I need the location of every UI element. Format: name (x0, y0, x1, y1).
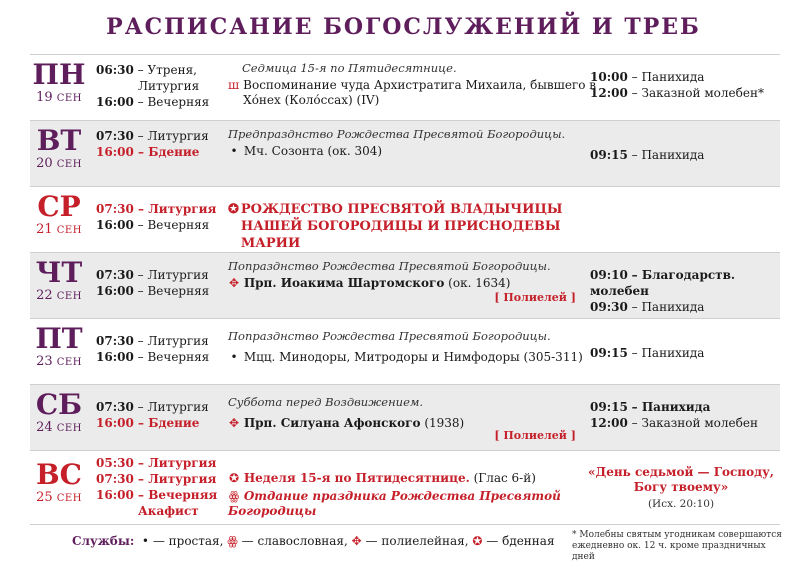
day-date (30, 156, 88, 173)
service-time: 16:00 (96, 145, 134, 159)
day-number: 24 (36, 420, 53, 435)
quote-text: «День седьмой — Господу, Богу твоему» (588, 465, 774, 494)
day-row-wednesday (30, 187, 780, 253)
day-number: 21 (36, 222, 53, 237)
saint-line (228, 144, 598, 159)
service-name: – Литургия (137, 334, 209, 348)
service-name: – Вечерняя (137, 95, 210, 109)
tone-label: (Глас 6-й) (469, 471, 536, 485)
month-label: СЕН (56, 93, 82, 104)
service-line (96, 94, 226, 110)
day-number: 20 (36, 156, 53, 171)
day-row-tuesday (30, 121, 780, 187)
feast-title: Суббота перед Воздвижением. (228, 395, 424, 409)
day-abbr: СБ (35, 388, 83, 421)
treba-time: 09:15 (590, 148, 628, 162)
month-label: СЕН (56, 423, 82, 434)
treba-name: – Заказной молебен (631, 416, 758, 430)
service-line (96, 144, 226, 160)
service-time: 07:30 (96, 472, 134, 486)
day-row-thursday (30, 253, 780, 319)
service-times (96, 455, 226, 519)
day-row-sunday (30, 451, 780, 525)
service-line (96, 349, 226, 365)
saint-line (228, 78, 598, 108)
treba-line (590, 299, 780, 315)
service-name: – Литургия (137, 400, 209, 414)
feast-info (228, 329, 598, 365)
service-line (96, 128, 226, 144)
day-abbr: ВС (36, 458, 82, 491)
saint-name: Воспоминание чуда Архистратига Михаила, бывшего в Хо́нех (Коло́ссах) (IV) (243, 78, 596, 107)
saint-name: Мч. Созонта (ок. 304) (243, 144, 383, 158)
treby (590, 267, 780, 315)
service-name: – Литургия (138, 202, 217, 216)
treba-name: – Панихида (631, 70, 705, 84)
service-line (96, 415, 226, 431)
day-date (30, 90, 88, 107)
feast-info (228, 471, 608, 519)
treby (590, 147, 780, 163)
polyeleos-icon: ✥ (228, 276, 240, 290)
month-label: СЕН (56, 225, 82, 236)
service-name: Литургия (138, 79, 200, 93)
legend-vigil: — бденная (486, 534, 555, 548)
polyeleos-icon: ✥ (228, 416, 240, 430)
day-date (30, 420, 88, 437)
legend-slavoslovnaya: — славословная, (241, 534, 348, 548)
saint-name: Прп. Силуана Афонского (243, 416, 421, 430)
day-abbr: ПН (32, 58, 86, 91)
great-feast-title: РОЖДЕСТВО ПРЕСВЯТОЙ ВЛАДЫЧИЦЫ НАШЕЙ БОГОРОДИЦЫ И ПРИСНОДЕВЫ МАРИИ (240, 202, 563, 251)
treba-name: – Панихида (631, 300, 705, 314)
service-time: 16:00 (96, 95, 134, 109)
service-time: 05:30 (96, 456, 134, 470)
day-row-monday (30, 55, 780, 121)
treba-name: – Заказной молебен* (631, 86, 764, 100)
service-legend (72, 534, 555, 548)
day-date (30, 490, 88, 507)
service-line (96, 78, 226, 94)
service-name: – Вечерняя (137, 284, 210, 298)
slavoslovnaya-icon: ꙮ (227, 534, 238, 548)
treba-time: 09:10 (590, 268, 628, 282)
service-times (96, 128, 226, 160)
feast-title: Попразднство Рождества Пресвятой Богородицы. (228, 259, 551, 273)
day-row-friday (30, 319, 780, 385)
service-name: Акафист (138, 504, 199, 518)
service-line (96, 487, 226, 503)
service-time: 07:30 (96, 129, 134, 143)
day-label (30, 388, 88, 437)
treba-time: 10:00 (590, 70, 628, 84)
day-label (30, 58, 88, 107)
saint-line (228, 276, 598, 291)
service-time: 16:00 (96, 284, 134, 298)
treba-name: – Панихида (631, 148, 705, 162)
service-line (96, 62, 226, 78)
feast-info (228, 395, 598, 442)
service-line (96, 399, 226, 415)
saint-name: Прп. Иоакима Шартомского (243, 276, 445, 290)
day-abbr: СР (37, 190, 81, 223)
simple-service-icon: • (230, 144, 238, 158)
treba-line (590, 345, 780, 361)
treby (590, 69, 780, 101)
treba-line (590, 399, 780, 415)
service-line (96, 455, 226, 471)
service-time: 16:00 (96, 350, 134, 364)
service-time: 16:00 (96, 416, 134, 430)
service-name: – Бдение (138, 145, 200, 159)
day-abbr: ВТ (36, 124, 82, 157)
service-line (96, 471, 226, 487)
sunday-line (228, 471, 608, 486)
service-name: – Вечерняя (137, 218, 210, 232)
vigil-icon: ✪ (228, 202, 239, 217)
treba-name: – Панихида (631, 346, 705, 360)
treby (590, 399, 780, 431)
apodosis-line (228, 489, 608, 519)
treba-line (590, 267, 780, 299)
service-line (96, 283, 226, 299)
vigil-icon: ✪ (472, 534, 483, 548)
footnote: * Молебны святым угодникам совершаются ежедневно ок. 12 ч. кроме праздничных дней (572, 530, 782, 562)
day-abbr: ПТ (35, 322, 83, 355)
service-name: – Литургия (137, 129, 209, 143)
service-time: 16:00 (96, 218, 134, 232)
day-label (30, 458, 88, 507)
day-number: 25 (36, 490, 53, 505)
service-name: – Литургия (138, 472, 217, 486)
month-label: СЕН (56, 357, 82, 368)
simple-service-icon: • (141, 534, 149, 548)
treba-name: – Панихида (631, 400, 711, 414)
day-label (30, 124, 88, 173)
day-date (30, 354, 88, 371)
legend-label: Службы: (72, 534, 135, 548)
feast-title: Попразднство Рождества Пресвятой Богородицы. (228, 329, 551, 343)
day-date (30, 222, 88, 239)
saint-line (228, 350, 598, 365)
treby (590, 345, 780, 361)
feast-info (228, 199, 608, 252)
service-times (96, 62, 226, 110)
day-label (30, 190, 88, 239)
slavoslovnaya-icon: ш (228, 78, 240, 92)
treba-time: 09:15 (590, 346, 628, 360)
day-number: 22 (36, 288, 53, 303)
service-time: 07:30 (96, 268, 134, 282)
saint-years: (ок. 1634) (444, 276, 511, 290)
service-times (96, 399, 226, 431)
treba-line (590, 85, 780, 101)
month-label: СЕН (56, 493, 82, 504)
day-label (30, 256, 88, 305)
day-date (30, 288, 88, 305)
polyeleos-tag: [ Полиелей ] (494, 429, 576, 442)
feast-info (228, 259, 598, 304)
service-line (96, 201, 226, 217)
service-time: 07:30 (96, 202, 134, 216)
treba-time: 09:30 (590, 300, 628, 314)
day-row-saturday (30, 385, 780, 451)
service-name: – Вечерняя (138, 488, 218, 502)
scripture-quote (586, 465, 776, 512)
feast-title: Предпразднство Рождества Пресвятой Богородицы. (228, 127, 566, 141)
day-number: 23 (36, 354, 53, 369)
service-name: – Бдение (138, 416, 200, 430)
great-feast (228, 201, 608, 252)
service-times (96, 333, 226, 365)
service-times (96, 201, 226, 233)
service-name: – Вечерняя (137, 350, 210, 364)
service-time: 07:30 (96, 400, 134, 414)
service-time: 16:00 (96, 488, 134, 502)
service-line (96, 503, 226, 519)
treba-name: – Благодарств. молебен (590, 268, 736, 298)
feast-info (228, 61, 598, 108)
saint-years: (1938) (420, 416, 465, 430)
treba-line (590, 147, 780, 163)
service-name: – Утреня, (137, 63, 197, 77)
apodosis-title: Отдание праздника Рождества Пресвятой Богородицы (228, 489, 561, 518)
service-name: – Литургия (138, 456, 217, 470)
service-line (96, 267, 226, 283)
legend-polyeleos: — полиелейная, (365, 534, 469, 548)
service-line (96, 217, 226, 233)
page-title: РАСПИСАНИЕ БОГОСЛУЖЕНИЙ И ТРЕБ (106, 14, 701, 40)
quote-reference: (Исх. 20:10) (647, 498, 715, 510)
day-label (30, 322, 88, 371)
service-time: 06:30 (96, 63, 134, 77)
slavoslovnaya-icon: ꙮ (228, 489, 240, 503)
feast-info (228, 127, 598, 159)
month-label: СЕН (56, 159, 82, 170)
day-abbr: ЧТ (35, 256, 83, 289)
service-name: – Литургия (137, 268, 209, 282)
simple-service-icon: • (230, 350, 238, 364)
day-number: 19 (36, 90, 53, 105)
vigil-icon: ✪ (228, 471, 240, 485)
legend-simple: — простая, (152, 534, 224, 548)
month-label: СЕН (56, 291, 82, 302)
service-line (96, 333, 226, 349)
service-time: 07:30 (96, 334, 134, 348)
treba-time: 09:15 (590, 400, 628, 414)
saint-name: Мцц. Минодоры, Митродоры и Нимфодоры (305-311) (243, 350, 583, 364)
treba-line (590, 415, 780, 431)
treba-time: 12:00 (590, 416, 628, 430)
treba-time: 12:00 (590, 86, 628, 100)
sunday-title: Неделя 15-я по Пятидесятнице. (243, 471, 470, 485)
polyeleos-tag: [ Полиелей ] (494, 291, 576, 304)
schedule-table (30, 54, 780, 525)
feast-title: Седмица 15-я по Пятидесятнице. (242, 61, 457, 75)
polyeleos-icon: ✥ (351, 534, 362, 548)
treba-line (590, 69, 780, 85)
service-times (96, 267, 226, 299)
